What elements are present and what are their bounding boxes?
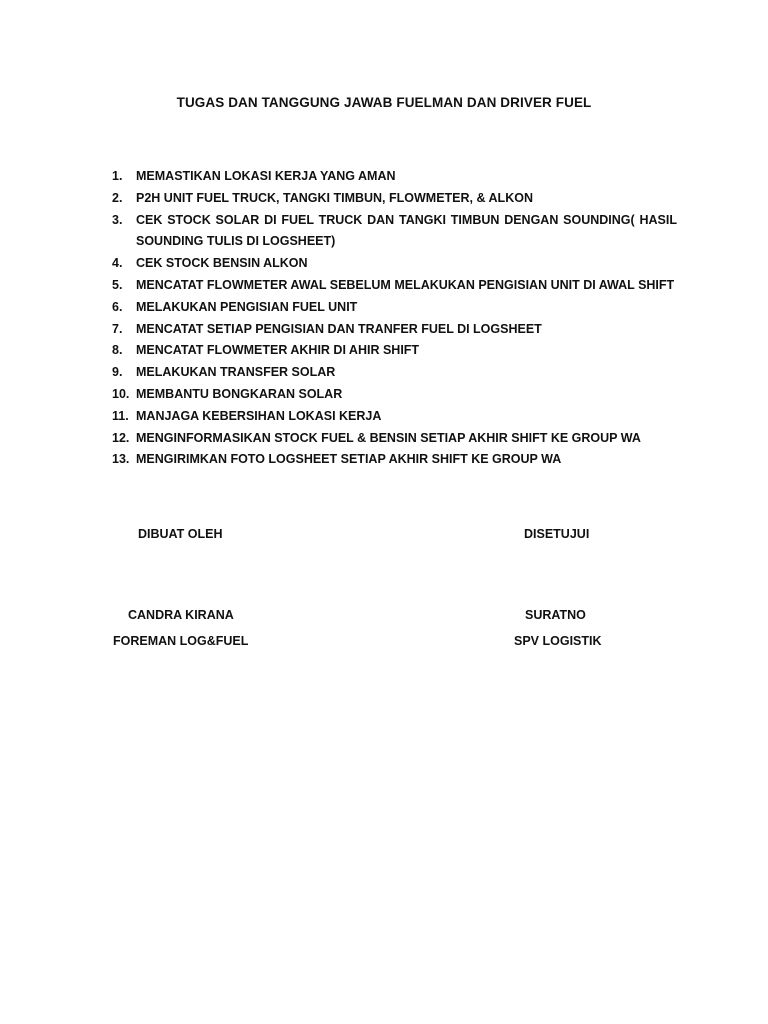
list-item: [112, 340, 677, 362]
signature-left-position: FOREMAN LOG&FUEL: [113, 634, 249, 648]
document-title: TUGAS DAN TANGGUNG JAWAB FUELMAN DAN DRIVER FUEL: [176, 95, 592, 110]
item-number: 2.: [112, 190, 123, 205]
item-text: MENGIRIMKAN FOTO LOGSHEET SETIAP AKHIR SHIFT KE GROUP WA: [136, 452, 562, 467]
signature-right-name: SURATNO: [525, 608, 586, 622]
item-number: 13.: [112, 452, 130, 467]
item-text: MENCATAT FLOWMETER AKHIR DI AHIR SHIFT: [136, 343, 420, 358]
signature-left-name: CANDRA KIRANA: [128, 608, 234, 622]
item-text: MENCATAT FLOWMETER AWAL SEBELUM MELAKUKAN PENGISIAN UNIT DI AWAL SHIFT: [136, 277, 675, 292]
item-number: 6.: [112, 299, 123, 314]
item-number: 1.: [112, 169, 123, 183]
list-item: [112, 188, 677, 210]
item-text: MEMBANTU BONGKARAN SOLAR: [136, 386, 343, 401]
item-text: P2H UNIT FUEL TRUCK, TANGKI TIMBUN, FLOWMETER, & ALKON: [136, 190, 533, 205]
list-item: [112, 319, 677, 341]
list-item: [112, 406, 677, 428]
item-number: 5.: [112, 277, 123, 292]
signature-right-position: SPV LOGISTIK: [514, 634, 602, 648]
item-number: 3.: [112, 212, 123, 227]
duty-list: [112, 166, 677, 471]
item-number: 9.: [112, 365, 123, 380]
signature-left-label: DIBUAT OLEH: [138, 527, 223, 541]
item-text: MELAKUKAN TRANSFER SOLAR: [136, 365, 336, 380]
list-item: [112, 166, 677, 188]
list-item: [112, 210, 677, 254]
item-text: MENGINFORMASIKAN STOCK FUEL & BENSIN SETIAP AKHIR SHIFT KE GROUP WA: [136, 430, 641, 445]
item-text: MELAKUKAN PENGISIAN FUEL UNIT: [136, 299, 358, 314]
item-number: 11.: [112, 408, 129, 423]
item-text: CEK STOCK SOLAR DI FUEL TRUCK DAN TANGKI TIMBUN DENGAN SOUNDING( HASIL SOUNDING TULIS DI LOGSHEET): [136, 212, 677, 249]
item-number: 8.: [112, 343, 123, 358]
signature-right-label: DISETUJUI: [524, 527, 590, 541]
item-text: MANJAGA KEBERSIHAN LOKASI KERJA: [136, 408, 382, 423]
item-text: CEK STOCK BENSIN ALKON: [136, 256, 308, 271]
item-text: MEMASTIKAN LOKASI KERJA YANG AMAN: [136, 169, 396, 183]
item-text: MENCATAT SETIAP PENGISIAN DAN TRANFER FUEL DI LOGSHEET: [136, 321, 542, 336]
item-number: 12.: [112, 430, 130, 445]
list-item: [112, 428, 677, 450]
item-number: 10.: [112, 386, 130, 401]
list-item: [112, 384, 677, 406]
list-item: [112, 362, 677, 384]
item-number: 7.: [112, 321, 123, 336]
item-number: 4.: [112, 256, 123, 271]
list-item: [112, 297, 677, 319]
list-item: [112, 253, 677, 275]
list-item: [112, 275, 677, 297]
list-item: [112, 449, 677, 471]
